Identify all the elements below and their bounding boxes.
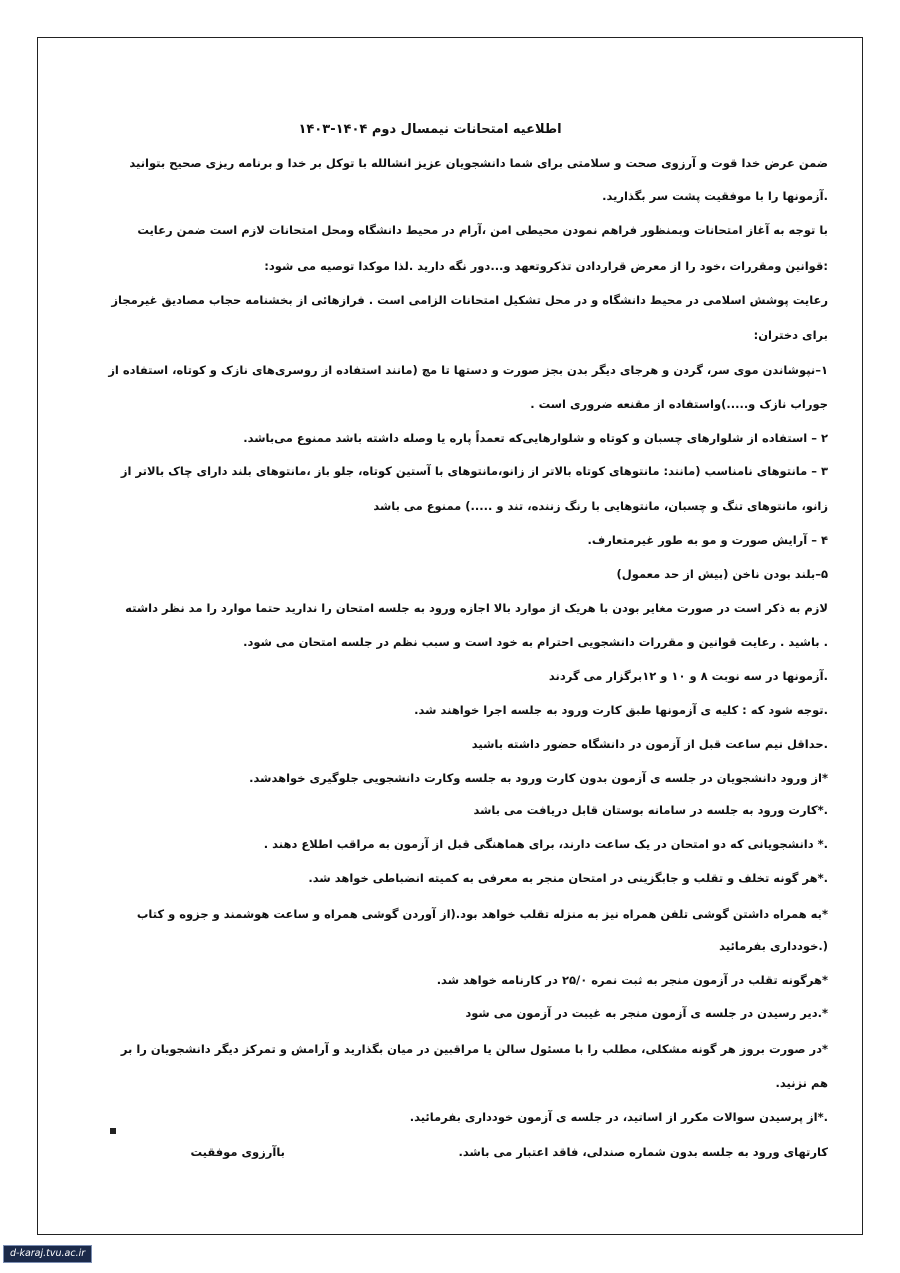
- site-url-badge[interactable]: d-karaj.tvu.ac.ir: [3, 1245, 92, 1263]
- text-line: . باشید . رعایت قوانین و مقررات دانشجویی احترام به خود است و سبب نظم در جلسه امتحان می شود.: [243, 635, 828, 649]
- text-line: کارتهای ورود به جلسه بدون شماره صندلی، فاقد اعتبار می باشد.: [458, 1145, 828, 1159]
- text-line: ۵–بلند بودن ناخن (بیش از حد معمول): [616, 567, 828, 581]
- text-line: :قوانین ومقررات ،خود را از معرض قراردادن تذکروتعهد و...دور نگه دارید .لذا موکدا توصیه می شود:: [264, 259, 828, 273]
- text-line: *.دیر رسیدن در جلسه ی آزمون منجر به غیبت در آزمون می شود: [465, 1006, 828, 1020]
- text-line: ضمن عرض خدا قوت و آرزوی صحت و سلامتی برای شما دانشجویان عزیز انشالله با توکل بر خدا و برنامه ریزی صحیح بتوانید: [129, 156, 828, 170]
- text-line: .آزمونها را با موفقیت پشت سر بگذارید.: [602, 189, 828, 203]
- bullet-square-icon: [110, 1128, 116, 1134]
- text-line: ۴ – آرایش صورت و مو به طور غیرمتعارف.: [587, 533, 828, 547]
- text-line: *به همراه داشتن گوشی تلفن همراه نیز به منزله تقلب خواهد بود.(از آوردن گوشی همراه و ساعت هوشمند و جزوه و کتاب: [136, 907, 828, 921]
- text-line: .* دانشجویانی که دو امتحان در یک ساعت دارند، برای هماهنگی قبل از آزمون به مراقب اطلاع دهند .: [263, 837, 828, 851]
- text-line: .*هر گونه تخلف و تقلب و جابگزینی در امتحان منجر به معرفی به کمیته انضباطی خواهد شد.: [308, 871, 828, 885]
- text-line: .آزمونها در سه نوبت ۸ و ۱۰ و ۱۲برگزار می گردند: [548, 669, 828, 683]
- text-line: رعایت پوشش اسلامی در محیط دانشگاه و در محل تشکیل امتحانات الزامی است . فرازهائی از بخشنامه حجاب مصادیق غیرمجاز: [111, 293, 828, 307]
- text-line: ۲ – استفاده از شلوارهای چسبان و کوتاه و شلوارهایی‌که تعمداً پاره یا وصله داشته باشد ممنوع می‌باشد.: [243, 431, 828, 445]
- text-line: *از ورود دانشجویان در جلسه ی آزمون بدون کارت ورود به جلسه وکارت دانشجویی جلوگیری خواهدشد.: [249, 771, 828, 785]
- text-line: با توجه به آغاز امتحانات وبمنظور فراهم نمودن محیطی امن ،آرام در محیط دانشگاه ومحل امتحانات لازم است ضمن رعایت: [137, 223, 828, 237]
- closing-text: باآرزوی موفقیت: [190, 1145, 285, 1159]
- text-line: .*کارت ورود به جلسه در سامانه بوستان قابل دریافت می باشد: [473, 803, 828, 817]
- text-line: ۱–نپوشاندن موی سر، گردن و هرجای دیگر بدن بجز صورت و دستها تا مچ (مانند استفاده از روسری‌های نازک و کوتاه، استفاده از: [108, 363, 828, 377]
- text-line: زانو، مانتوهای تنگ و چسبان، مانتوهایی با رنگ زننده، تند و .....) ممنوع می باشد: [373, 499, 828, 513]
- text-line: لازم به ذکر است در صورت مغایر بودن با هریک از موارد بالا اجازه ورود به جلسه امتحان را ندارید حتما موارد را مد نظر داشته: [125, 601, 828, 615]
- text-line: ۳ – مانتوهای نامناسب (مانند: مانتوهای کوتاه بالاتر از زانو،مانتوهای با آستین کوتاه، جلو باز ،مانتوهای بلند دارای چاک بالاتر از: [120, 464, 828, 478]
- text-line: .*از پرسیدن سوالات مکرر از اساتید، در جلسه ی آزمون خودداری بفرمائید.: [409, 1110, 828, 1124]
- text-line: جوراب نازک و.....)واستفاده از مقنعه ضروری است .: [530, 397, 828, 411]
- page-title: اطلاعیه امتحانات نیمسال دوم ۱۴۰۴-۱۴۰۳: [298, 122, 562, 137]
- text-line: برای دختران:: [753, 328, 828, 342]
- text-line: *در صورت بروز هر گونه مشکلی، مطلب را با مسئول سالن یا مراقبین در میان بگذارید و آرامش و تمرکز دیگر دانشجویان را بر: [120, 1042, 828, 1056]
- text-line: هم نزنید.: [775, 1076, 828, 1090]
- text-line: .حداقل نیم ساعت قبل از آزمون در دانشگاه حضور داشته باشید: [471, 737, 828, 751]
- text-line: (.خودداری بفرمائید: [719, 939, 828, 953]
- text-line: *هرگونه تقلب در آزمون منجر به ثبت نمره ۲۵/۰ در کارنامه خواهد شد.: [436, 973, 828, 987]
- text-line: .توجه شود که : کلیه ی آزمونها طبق کارت ورود به جلسه اجرا خواهند شد.: [414, 703, 828, 717]
